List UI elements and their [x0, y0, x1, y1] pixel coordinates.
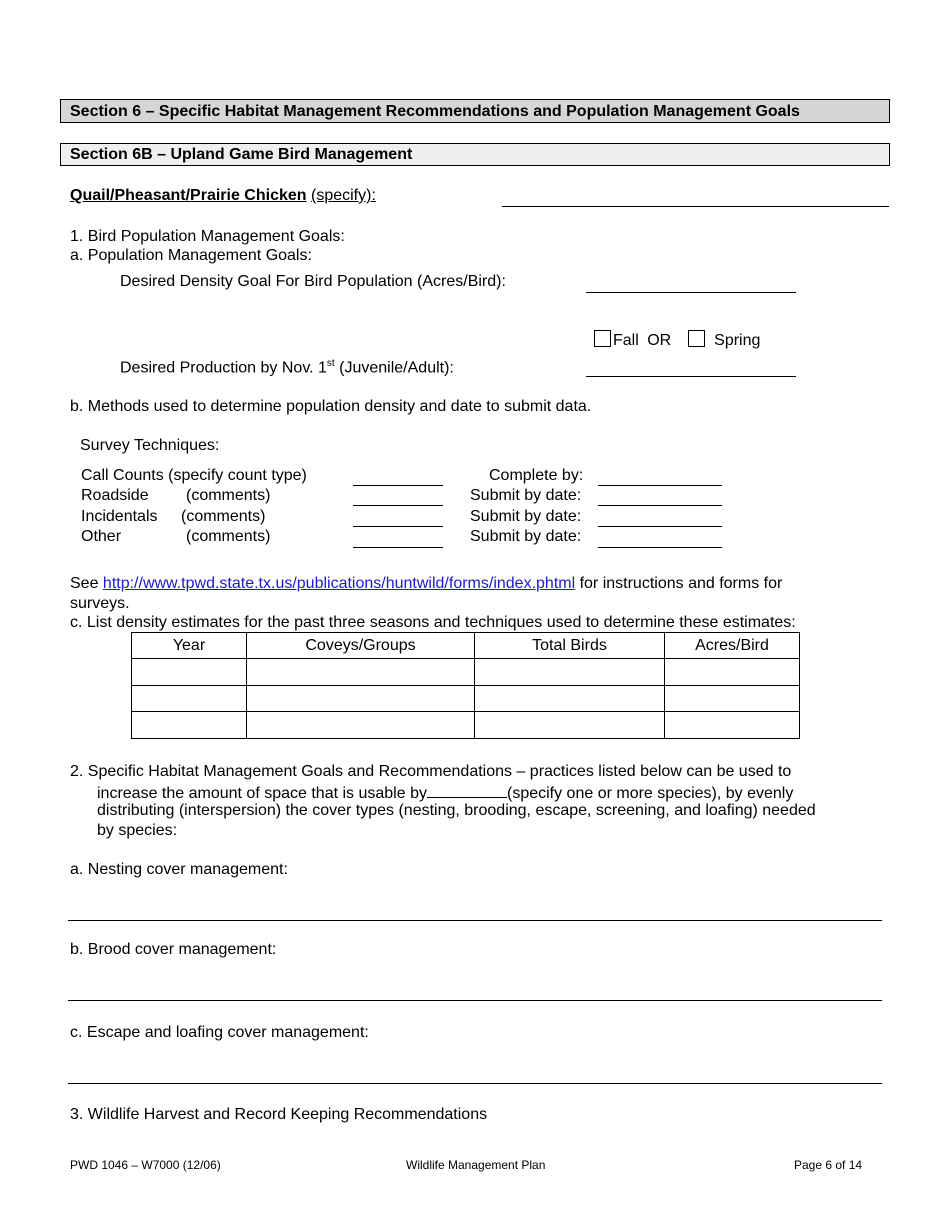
survey-date-label: Submit by date:: [470, 508, 582, 525]
section-6b-header: [60, 143, 890, 166]
production-label: Desired Production by Nov. 1st (Juvenile/Adult):: [120, 358, 454, 377]
survey-date-input-line[interactable]: [598, 505, 722, 506]
spring-checkbox[interactable]: [688, 330, 705, 347]
fall-checkbox[interactable]: [594, 330, 611, 347]
species-input-line[interactable]: [502, 206, 889, 207]
habitat-line-1: 2. Specific Habitat Management Goals and Recommendations – practices listed below can be used to: [70, 763, 792, 780]
survey-date-label: Submit by date:: [470, 528, 582, 545]
production-input-line[interactable]: [586, 376, 796, 377]
habitat-line-3: distributing (interspersion) the cover types (nesting, brooding, escape, screening, and loafing) needed: [97, 802, 816, 819]
nesting-cover-input-line[interactable]: [68, 920, 882, 921]
table-cell[interactable]: [247, 686, 475, 712]
section-6b-title: Section 6B – Upland Game Bird Management: [70, 146, 413, 163]
section-6-header: [60, 99, 890, 123]
escape-cover-label: c. Escape and loafing cover management:: [70, 1024, 369, 1041]
brood-cover-input-line[interactable]: [68, 1000, 882, 1001]
table-row: [132, 659, 800, 686]
survey-comment-input-line[interactable]: [353, 485, 443, 486]
goals-item-1: 1. Bird Population Management Goals:: [70, 228, 345, 245]
density-table: [131, 632, 800, 739]
goals-item-a: a. Population Management Goals:: [70, 247, 312, 264]
col-header-total-birds: Total Birds: [475, 633, 665, 659]
brood-cover-label: b. Brood cover management:: [70, 941, 277, 958]
species-specify: (specify):: [311, 187, 376, 204]
tpwd-forms-link[interactable]: http://www.tpwd.state.tx.us/publications/huntwild/forms/index.phtml: [102, 575, 576, 592]
fall-label: Fall: [613, 332, 639, 349]
footer-doc-title: Wildlife Management Plan: [406, 1158, 546, 1172]
survey-name: Incidentals: [81, 508, 158, 525]
see-instructions-line2: surveys.: [70, 595, 130, 612]
harvest-title: 3. Wildlife Harvest and Record Keeping Recommendations: [70, 1106, 488, 1123]
col-header-year: Year: [132, 633, 247, 659]
table-cell[interactable]: [247, 659, 475, 686]
spring-label: Spring: [714, 332, 761, 349]
survey-date-input-line[interactable]: [598, 547, 722, 548]
table-cell[interactable]: [665, 659, 800, 686]
table-cell[interactable]: [132, 686, 247, 712]
survey-comment: (comments): [181, 508, 266, 525]
survey-name: Roadside: [81, 487, 149, 504]
see-instructions: See http://www.tpwd.state.tx.us/publications/huntwild/forms/index.phtml for instructions and forms for: [70, 575, 783, 592]
survey-name: Call Counts (specify count type): [81, 467, 307, 484]
survey-comment: (comments): [186, 528, 271, 545]
table-cell[interactable]: [247, 712, 475, 739]
nesting-cover-label: a. Nesting cover management:: [70, 861, 288, 878]
survey-comment-input-line[interactable]: [353, 547, 443, 548]
table-cell[interactable]: [132, 712, 247, 739]
table-cell[interactable]: [132, 659, 247, 686]
footer-form-id: PWD 1046 – W7000 (12/06): [70, 1158, 221, 1172]
season-selector: [594, 330, 760, 350]
survey-date-label: Complete by:: [489, 467, 584, 484]
survey-comment: (comments): [186, 487, 271, 504]
species-blank[interactable]: [427, 783, 507, 798]
table-cell[interactable]: [475, 659, 665, 686]
col-header-coveys: Coveys/Groups: [247, 633, 475, 659]
table-cell[interactable]: [475, 686, 665, 712]
survey-comment-input-line[interactable]: [353, 526, 443, 527]
habitat-line-2: increase the amount of space that is usable by (specify one or more species), by evenly: [97, 785, 794, 802]
footer-page-number: Page 6 of 14: [794, 1158, 863, 1172]
survey-date-input-line[interactable]: [598, 485, 722, 486]
methods-item-b: b. Methods used to determine population density and date to submit data.: [70, 398, 592, 415]
density-goal-label: Desired Density Goal For Bird Population (Acres/Bird):: [120, 273, 506, 290]
production-sup: st: [326, 358, 335, 369]
habitat-line-4: by species:: [97, 822, 178, 839]
table-cell[interactable]: [475, 712, 665, 739]
species-label: Quail/Pheasant/Prairie Chicken: [70, 187, 307, 204]
density-item-c: c. List density estimates for the past three seasons and techniques used to determine these estimates:: [70, 614, 796, 631]
survey-date-label: Submit by date:: [470, 487, 582, 504]
survey-techniques-title: Survey Techniques:: [80, 437, 220, 454]
species-line: [70, 187, 376, 205]
density-goal-input-line[interactable]: [586, 292, 796, 293]
survey-date-input-line[interactable]: [598, 526, 722, 527]
table-row: [132, 712, 800, 739]
table-cell[interactable]: [665, 686, 800, 712]
or-label: OR: [647, 332, 672, 349]
survey-name: Other: [81, 528, 122, 545]
survey-comment-input-line[interactable]: [353, 505, 443, 506]
escape-cover-input-line[interactable]: [68, 1083, 882, 1084]
table-cell[interactable]: [665, 712, 800, 739]
col-header-acres-bird: Acres/Bird: [665, 633, 800, 659]
section-6-title: Section 6 – Specific Habitat Management Recommendations and Population Management Goals: [70, 103, 800, 120]
table-row: [132, 686, 800, 712]
